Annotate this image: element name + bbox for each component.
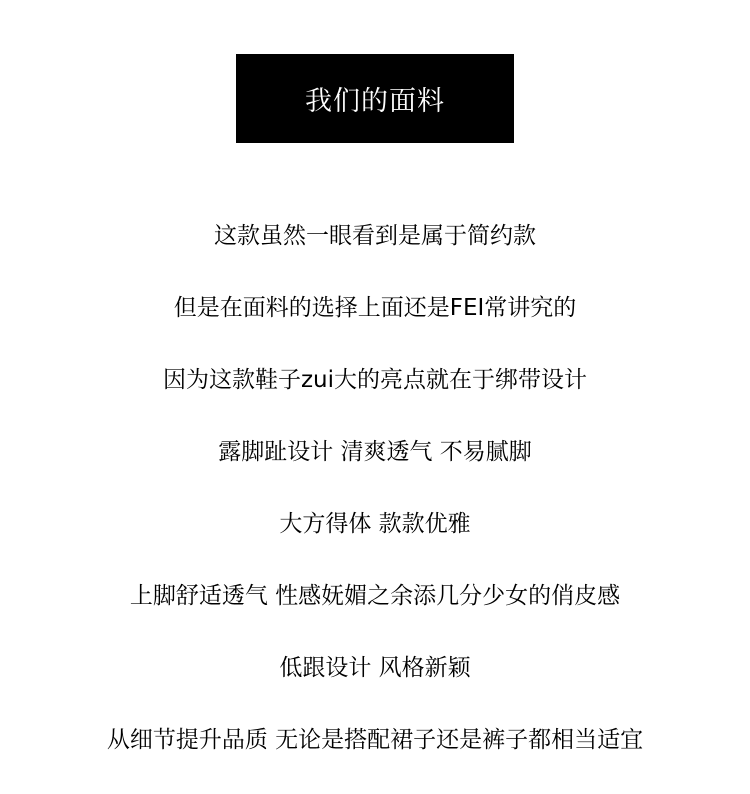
description-line: 露脚趾设计 清爽透气 不易腻脚	[218, 439, 532, 465]
section-title: 我们的面料	[305, 86, 445, 117]
section-title-box	[236, 54, 514, 143]
description-line: 但是在面料的选择上面还是FEI常讲究的	[173, 295, 577, 321]
description-line: 这款虽然一眼看到是属于简约款	[214, 223, 536, 249]
description-line: 大方得体 款款优雅	[279, 511, 471, 537]
description-line: 因为这款鞋子zui大的亮点就在于绑带设计	[162, 367, 588, 393]
description-line: 低跟设计 风格新颖	[279, 655, 471, 681]
description-line: 上脚舒适透气 性感妩媚之余添几分少女的俏皮感	[129, 583, 621, 609]
description-line: 从细节提升品质 无论是搭配裙子还是裤子都相当适宜	[106, 727, 644, 753]
